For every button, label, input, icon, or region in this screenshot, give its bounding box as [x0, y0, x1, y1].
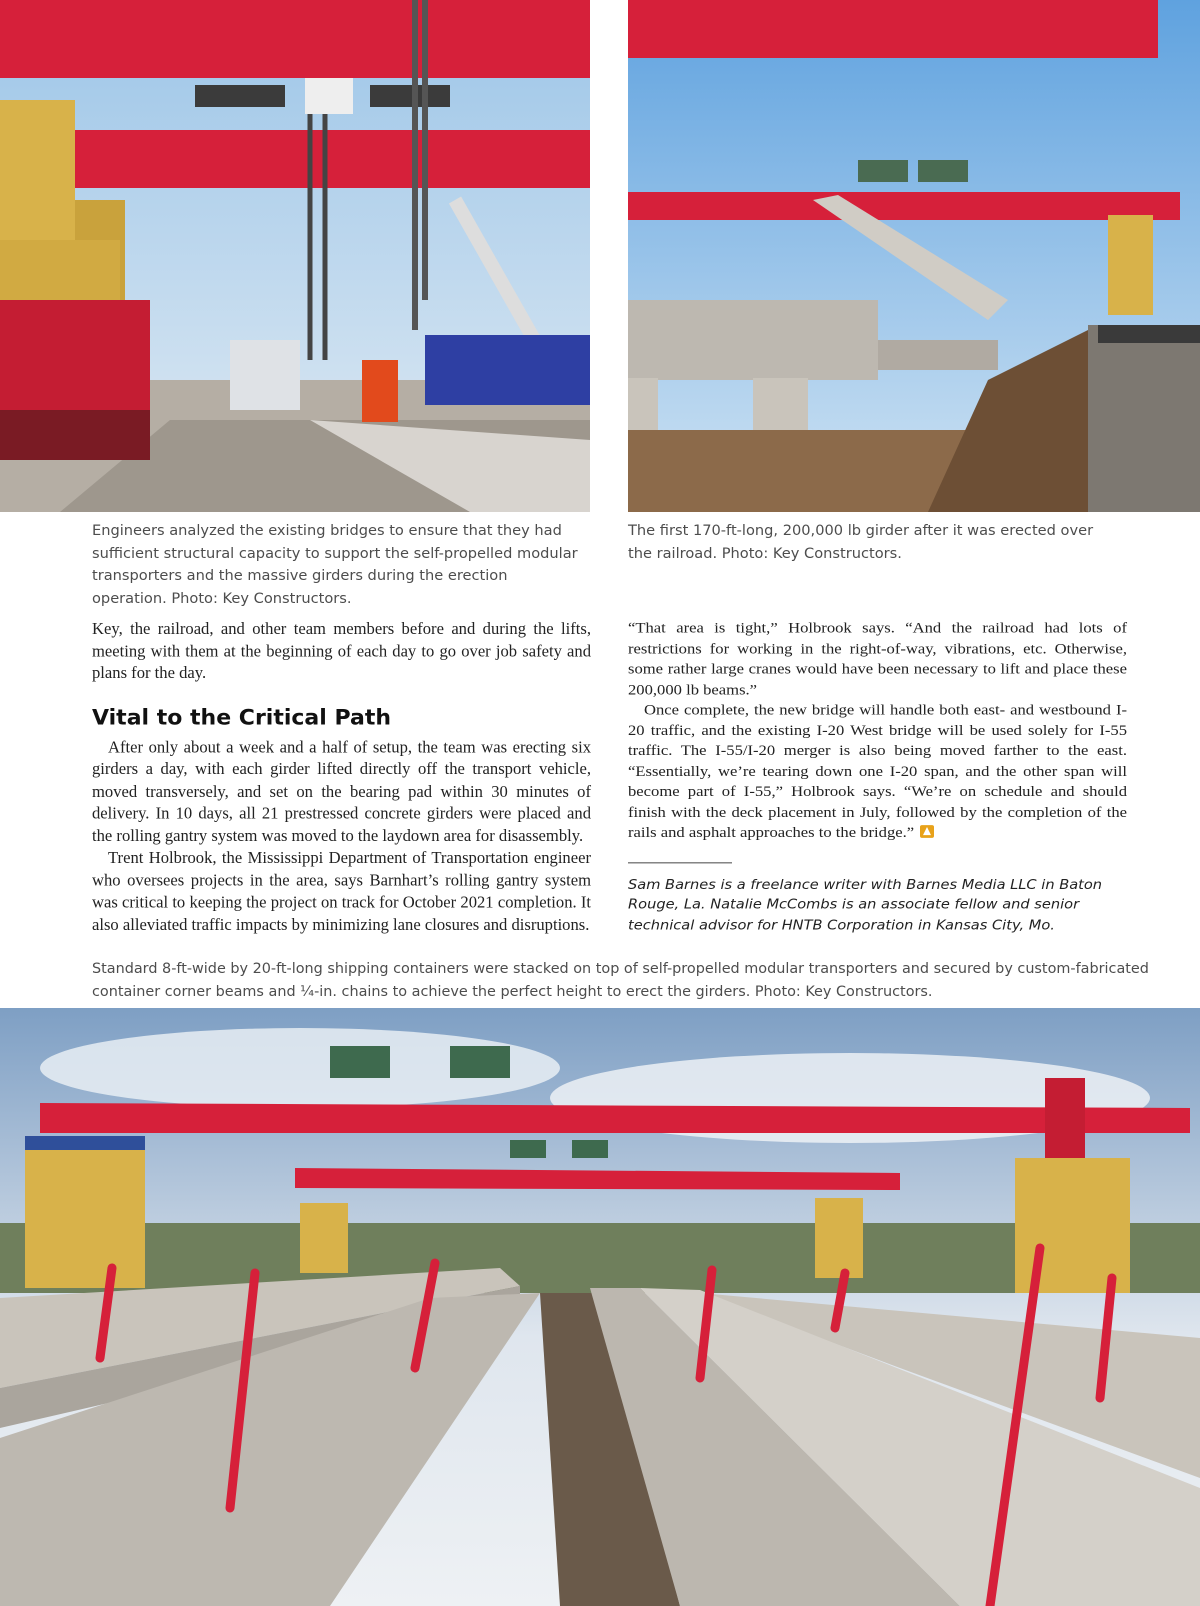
article-paragraph: Trent Holbrook, the Mississippi Department of Transportation engineer who oversees projects in the area, says Barnhart’s rolling gantry system was critical to keeping the project on track for October 2021 completion. It also alleviated traffic impacts by minimizing lane closures and disruptions.: [92, 848, 591, 934]
article-paragraph: [628, 700, 1127, 843]
article-column-right: [628, 618, 1127, 936]
photo-rolling-gantry-girders: [0, 1008, 1200, 1606]
end-of-article-icon: [920, 825, 934, 838]
article-paragraph: “That area is tight,” Holbrook says. “And the railroad had lots of restrictions for working in the right-of-way, vibrations, etc. Otherwise, some rather large cranes would have been necessary to lift and place these 200,000 lb beams.”: [628, 618, 1127, 698]
author-bio: Sam Barnes is a freelance writer with Barnes Media LLC in Baton Rouge, La. Natalie McCombs is an associate fellow and senior technical advisor for HNTB Corporation in Kansas City, Mo.: [628, 876, 1103, 933]
photo-girder-over-railroad: [628, 0, 1200, 512]
article-paragraph-text: Once complete, the new bridge will handle both east- and westbound I-20 traffic, and the existing I-20 West bridge will be used solely for I-55 traffic. The I-55/I-20 merger is also being moved farther to the east. “Essentially, we’re tearing down one I-20 span, and the other span will become part of I-55,” Holbrook says. “We’re on schedule and should finish with the deck placement in July, followed by the completion of the rails and asphalt approaches to the bridge.”: [628, 700, 1127, 841]
article-column-left: [92, 618, 591, 936]
photo-caption: Engineers analyzed the existing bridges to ensure that they had sufficient structural capacity to support the self-propelled modular transporters and the massive girders during the erection operation. Photo: Key Constructors.: [92, 522, 578, 607]
photo-caption: The first 170-ft-long, 200,000 lb girder after it was erected over the railroad. Photo: Key Constructors.: [628, 522, 1094, 562]
photo-gantry-transporters: [0, 0, 590, 512]
section-heading: Vital to the Critical Path: [92, 705, 392, 731]
article-paragraph: After only about a week and a half of setup, the team was erecting six girders a day, with each girder lifted directly off the transport vehicle, moved transversely, and set on the bearing pad within 30 minutes of delivery. In 10 days, all 21 prestressed concrete girders were placed and the rolling gantry system was moved to the laydown area for disassembly.: [92, 737, 591, 845]
article-paragraph: Key, the railroad, and other team members before and during the lifts, meeting with them at the beginning of each day to go over job safety and plans for the day.: [92, 618, 591, 683]
divider-rule: [628, 862, 732, 863]
photo-caption: Standard 8-ft-wide by 20-ft-long shipping containers were stacked on top of self-propelled modular transporters and secured by custom-fabricated container corner beams and ¼-in. chains to achieve the perfect height to erect the girders. Photo: Key Constructors.: [92, 961, 1149, 1000]
